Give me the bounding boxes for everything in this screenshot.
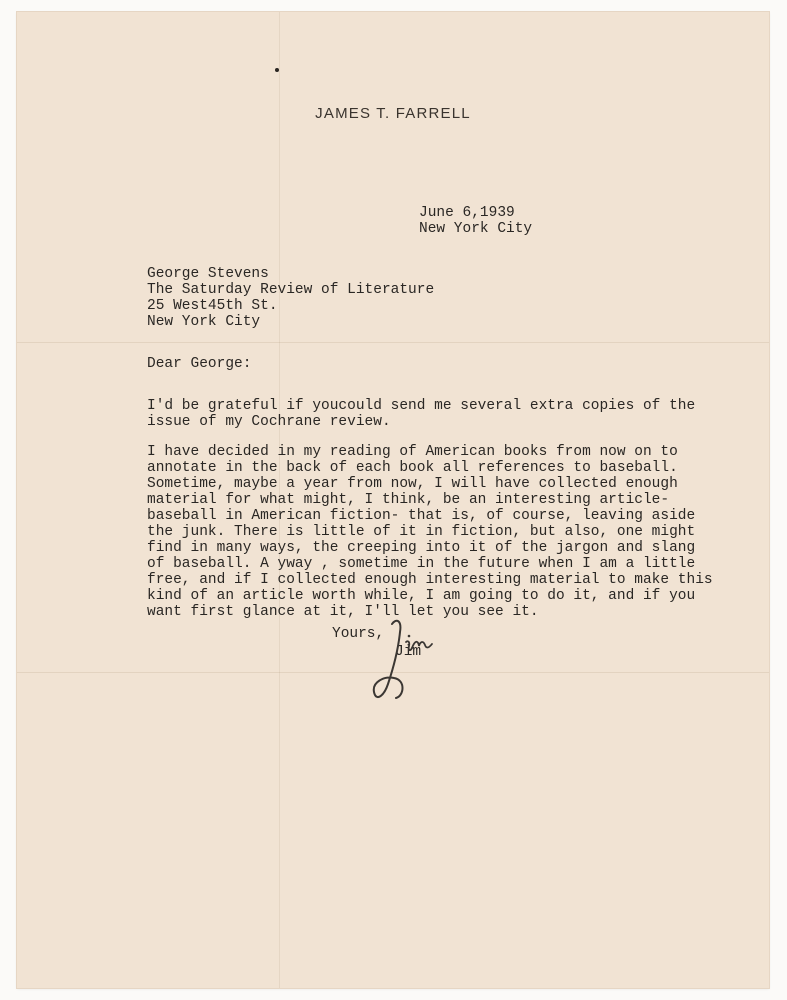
recipient-organization: The Saturday Review of Literature (147, 282, 435, 298)
ink-mark (275, 68, 279, 72)
recipient-city: New York City (147, 314, 261, 330)
letterhead: JAMES T. FARRELL (315, 105, 471, 122)
fold-line (17, 342, 769, 343)
body-paragraph-1: I'd be grateful if youcould send me several extra copies of the issue of my Cochrane review. (147, 398, 696, 430)
letter-page (17, 12, 769, 988)
letter-date: June 6,1939 (419, 205, 515, 221)
typed-name: Jim (395, 644, 422, 660)
salutation: Dear George: (147, 356, 252, 372)
closing: Yours, (332, 626, 385, 642)
recipient-street: 25 West45th St. (147, 298, 278, 314)
recipient-name: George Stevens (147, 266, 269, 282)
letter-place: New York City (419, 221, 533, 237)
body-paragraph-2: I have decided in my reading of American books from now on to annotate in the back of each book all references to baseball. Sometime, maybe a year from now, I will have collected enough material for what might, I think, be an interesting article- baseball in American fiction- that is, of course, leaving aside the junk. There is little of it in fiction, but also, one might find in many ways, the creeping into it of the jargon and slang of baseball. A yway , sometime in the future when I am a little free, and if I collected enough interesting material to make this kind of an article worth while, I am going to do it, and if you want first glance at it, I'll let you see it. (147, 444, 713, 620)
handwritten-signature (362, 612, 452, 712)
